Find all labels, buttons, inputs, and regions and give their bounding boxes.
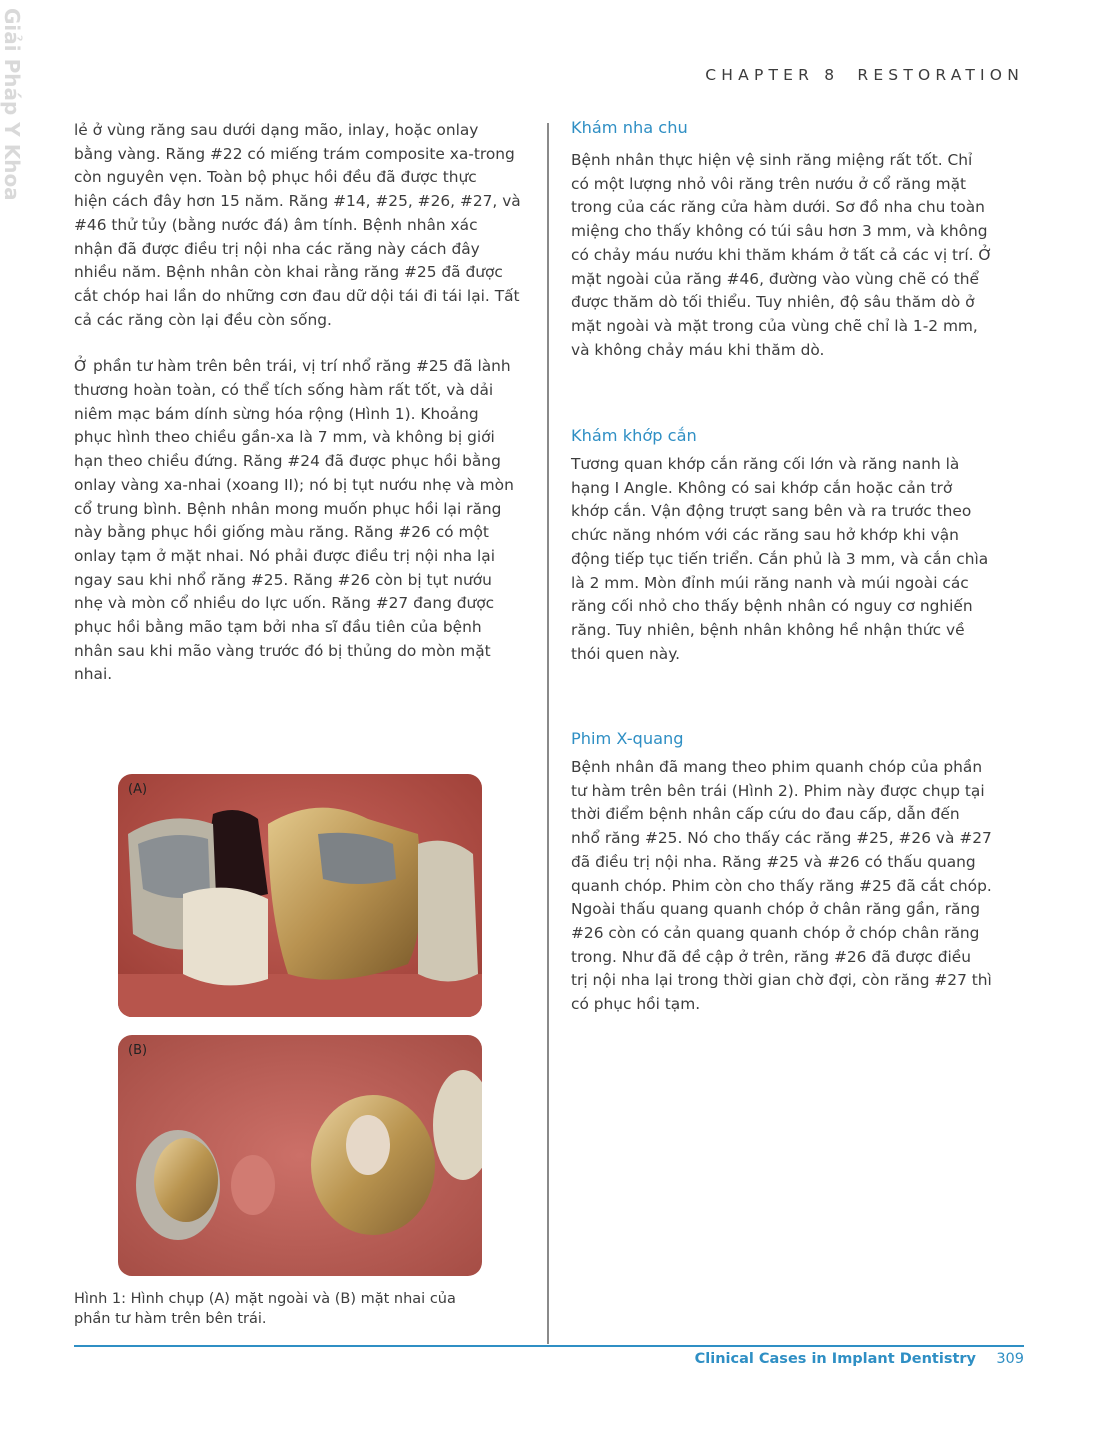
text-line: onlay tạm ở mặt nhai. Nó phải được điều trị nội nha lại (74, 546, 495, 565)
section-body-xray (571, 756, 1041, 1017)
text-line: nhiều năm. Bệnh nhân còn khai rằng răng #25 đã được (74, 263, 503, 282)
text-line: có phục hồi tạm. (571, 995, 701, 1014)
text-line: nhai. (74, 665, 113, 684)
text-line: Bệnh nhân đã mang theo phim quanh chóp của phần (571, 758, 983, 776)
text-line: trong của các răng cửa hàm dưới. Sơ đồ nha chu toàn (571, 198, 985, 217)
text-line: lẻ ở vùng răng sau dưới dạng mão, inlay, hoặc onlay (74, 121, 479, 139)
text-line: chức năng nhóm với các răng sau hở khớp khi vận (571, 526, 959, 545)
text-line: có chảy máu nướu khi thăm khám ở tất cả các vị trí. Ở (571, 245, 993, 264)
text-line: đã điều trị nội nha. Răng #25 và #26 có thấu quang (571, 852, 976, 871)
section-heading-periodontal: Khám nha chu (571, 118, 688, 137)
text-line: này bằng phục hồi giống màu răng. Răng #26 có một (74, 523, 489, 542)
text-line: nhân sau khi mão vàng trước đó bị thủng do mòn mặt (74, 641, 491, 660)
text-line: còn nguyên vẹn. Toàn bộ phục hồi đều đã được thực (74, 168, 477, 187)
section-body-periodontal (571, 149, 1041, 362)
text-line: là 2 mm. Mòn đỉnh múi răng nanh và múi ngoài các (571, 573, 969, 592)
section-heading-xray: Phim X-quang (571, 729, 684, 748)
text-line: nhổ răng #25. Nó cho thấy các răng #25, #26 và #27 (571, 829, 992, 848)
paragraph-spacer (74, 332, 534, 355)
text-line: thói quen này. (571, 644, 681, 663)
text-line: có một lượng nhỏ vôi răng trên nướu ở cổ răng mặt (571, 174, 967, 193)
paragraph-1 (74, 119, 534, 332)
text-line: hiện cách đây hơn 15 năm. Răng #14, #25, #26, #27, và (74, 192, 521, 211)
text-line: động tiếp tục tiến triển. Cắn phủ là 3 mm, và cắn chìa (571, 549, 989, 568)
text-line: cổ trung bình. Bệnh nhân mong muốn phục hồi lại răng (74, 499, 502, 518)
text-line: trong. Như đã đề cập ở trên, răng #26 đã được điều (571, 947, 971, 966)
figure-1a-photo (118, 774, 482, 1017)
text-line: cả các răng còn lại đều còn sống. (74, 310, 332, 329)
text-line: tư hàm trên bên trái (Hình 2). Phim này được chụp tại (571, 781, 985, 800)
chapter-title: RESTORATION (857, 66, 1024, 84)
text-line: mặt ngoài của răng #46, đường vào vùng chẽ có thể (571, 269, 979, 288)
caption-line: phần tư hàm trên bên trái. (74, 1311, 267, 1327)
text-line: Bệnh nhân thực hiện vệ sinh răng miệng rất tốt. Chỉ (571, 151, 973, 169)
text-line: thương hoàn toàn, có thể tích sống hàm rất tốt, và dải (74, 381, 494, 400)
text-line: Ở phần tư hàm trên bên trái, vị trí nhổ răng #25 đã lành (74, 357, 511, 376)
text-line: được thăm dò tối thiểu. Tuy nhiên, độ sâu thăm dò ở (571, 293, 975, 312)
section-heading-occlusion: Khám khớp cắn (571, 426, 697, 445)
watermark-text: Giải Pháp Y Khoa (0, 8, 24, 201)
section-body-occlusion (571, 453, 1041, 666)
text-line: niêm mạc bám dính sừng hóa rộng (Hình 1). Khoảng (74, 404, 479, 423)
text-line: và không chảy máu khi thăm dò. (571, 340, 825, 359)
text-line: cắt chóp hai lần do những cơn đau dữ dội tái đi tái lại. Tất (74, 286, 520, 305)
figure-label-b: (B) (128, 1043, 148, 1058)
text-line: Ngoài thấu quang quanh chóp ở chân răng gần, răng (571, 900, 980, 919)
caption-line: Hình 1: Hình chụp (A) mặt ngoài và (B) mặt nhai của (74, 1291, 456, 1307)
figure-1b-photo (118, 1035, 482, 1276)
figure-caption (74, 1289, 494, 1329)
text-line: #46 thử tủy (bằng nước đá) âm tính. Bệnh nhân xác (74, 215, 478, 234)
text-line: phục hồi bằng mão tạm bởi nha sĩ đầu tiên của bệnh (74, 618, 482, 637)
paragraph-2 (74, 355, 534, 687)
text-line: miệng cho thấy không có túi sâu hơn 3 mm, và không (571, 222, 988, 241)
text-line: thời điểm bệnh nhân cấp cứu do đau cấp, dẫn đến (571, 805, 960, 824)
text-line: khớp cắn. Vận động trượt sang bên và ra trước theo (571, 502, 972, 521)
text-line: hạng I Angle. Không có sai khớp cắn hoặc cản trở (571, 478, 953, 497)
text-line: quanh chóp. Phim còn cho thấy răng #25 đã cắt chóp. (571, 876, 992, 895)
text-line: bằng vàng. Răng #22 có miếng trám composite xa-trong (74, 144, 515, 163)
text-line: răng cối nhỏ cho thấy bệnh nhân có nguy cơ nghiến (571, 597, 973, 616)
text-line: ngay sau khi nhổ răng #25. Răng #26 còn bị tụt nướu (74, 570, 492, 589)
dental-photo-occlusal (118, 1035, 482, 1276)
text-line: Tương quan khớp cắn răng cối lớn và răng nanh là (571, 455, 960, 473)
text-line: trị nội nha lại trong thời gian chờ đợi, còn răng #27 thì (571, 971, 992, 990)
footer-book-title: Clinical Cases in Implant Dentistry (694, 1351, 976, 1367)
text-line: nhận đã được điều trị nội nha các răng này cách đây (74, 239, 480, 258)
text-line: hạn theo chiều đứng. Răng #24 đã được phục hồi bằng (74, 452, 501, 471)
figure-label-a: (A) (128, 782, 148, 797)
footer-rule (74, 1345, 1024, 1347)
left-column (74, 119, 534, 687)
dental-photo-buccal (118, 774, 482, 1017)
page-number: 309 (996, 1351, 1024, 1367)
text-line: mặt ngoài và mặt trong của vùng chẽ chỉ là 1-2 mm, (571, 316, 978, 335)
text-line: nhẹ và mòn cổ nhiều do lực uốn. Răng #27 đang được (74, 594, 495, 613)
text-line: onlay vàng xa-nhai (xoang II); nó bị tụt nướu nhẹ và mòn (74, 475, 514, 494)
chapter-label: CHAPTER 8 (705, 66, 840, 84)
text-line: răng. Tuy nhiên, bệnh nhân không hề nhận thức về (571, 620, 965, 639)
text-line: phục hình theo chiều gần-xa là 7 mm, và không bị giới (74, 428, 495, 447)
text-line: #26 còn có cản quang quanh chóp ở chóp chân răng (571, 923, 980, 942)
running-head (705, 66, 1024, 84)
column-divider (547, 123, 549, 1344)
